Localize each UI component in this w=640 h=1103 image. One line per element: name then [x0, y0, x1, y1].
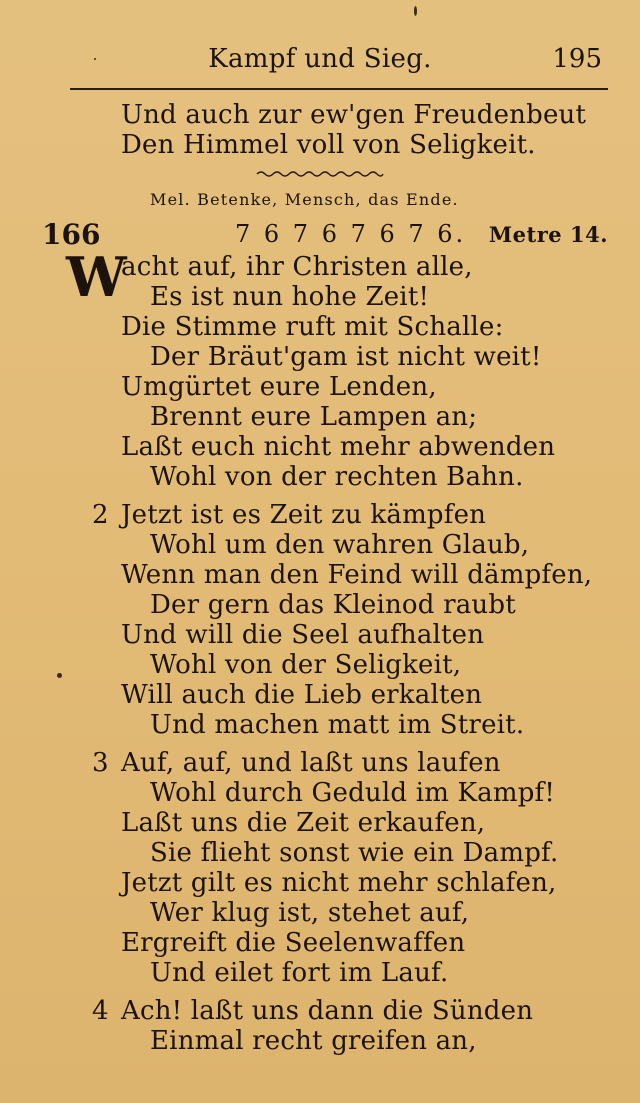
verse-number: 2: [92, 500, 109, 530]
verse-number: 3: [92, 748, 109, 778]
verse-line: Will auch die Lieb erkalten: [121, 680, 483, 710]
page-number: 195: [552, 44, 602, 74]
verse-line: Auf, auf, und laßt uns laufen: [121, 748, 501, 778]
verse-line: Brennt eure Lampen an;: [150, 402, 478, 432]
verse-line: Es ist nun hohe Zeit!: [150, 282, 430, 312]
verse-line: Die Stimme ruft mit Schalle:: [121, 312, 504, 342]
meter-digits: 7 6 7 6 7 6 7 6.: [235, 220, 467, 248]
verse-line: Umgürtet eure Lenden,: [121, 372, 437, 402]
verse-line: Jetzt ist es Zeit zu kämpfen: [121, 500, 487, 530]
verse-line: Und machen matt im Streit.: [150, 710, 525, 740]
meter-label: Metre 14.: [488, 222, 608, 247]
verse-line: Der Bräut'gam ist nicht weit!: [150, 342, 542, 372]
verse-line: acht auf, ihr Christen alle,: [121, 252, 473, 282]
paper-speck: [414, 6, 417, 16]
verse-line: Wenn man den Feind will dämpfen,: [121, 560, 593, 590]
verse-line: Ergreift die Seelenwaffen: [121, 928, 466, 958]
verse-line: Ach! laßt uns dann die Sünden: [121, 996, 534, 1026]
prev-hymn-line: Und auch zur ew'gen Freudenbeut: [121, 100, 587, 130]
wavy-divider-ornament: [255, 168, 385, 180]
verse-line: Einmal recht greifen an,: [150, 1026, 477, 1056]
verse-line: Und will die Seel aufhalten: [121, 620, 485, 650]
paper-speck: [94, 58, 96, 60]
verse-line: Jetzt gilt es nicht mehr schlafen,: [121, 868, 557, 898]
verse-line: Der gern das Kleinod raubt: [150, 590, 516, 620]
verse-line: Und eilet fort im Lauf.: [150, 958, 449, 988]
drop-cap: W: [66, 245, 127, 309]
verse-line: Laßt euch nicht mehr abwenden: [121, 432, 556, 462]
paper-speck: [57, 673, 62, 678]
hymn-number: 166: [42, 218, 101, 251]
verse-line: Wohl durch Geduld im Kampf!: [150, 778, 556, 808]
verse-line: Wohl von der rechten Bahn.: [150, 462, 524, 492]
verse-line: Sie flieht sonst wie ein Dampf.: [150, 838, 559, 868]
verse-line: Wer klug ist, stehet auf,: [150, 898, 470, 928]
header-rule: [70, 88, 608, 90]
verse-line: Laßt uns die Zeit erkaufen,: [121, 808, 486, 838]
prev-hymn-line: Den Himmel voll von Seligkeit.: [121, 130, 536, 160]
melody-note: Mel. Betenke, Mensch, das Ende.: [150, 190, 459, 209]
verse-line: Wohl um den wahren Glaub,: [150, 530, 530, 560]
verse-line: Wohl von der Seligkeit,: [150, 650, 462, 680]
running-head: Kampf und Sieg.: [208, 44, 432, 74]
verse-number: 4: [92, 996, 109, 1026]
